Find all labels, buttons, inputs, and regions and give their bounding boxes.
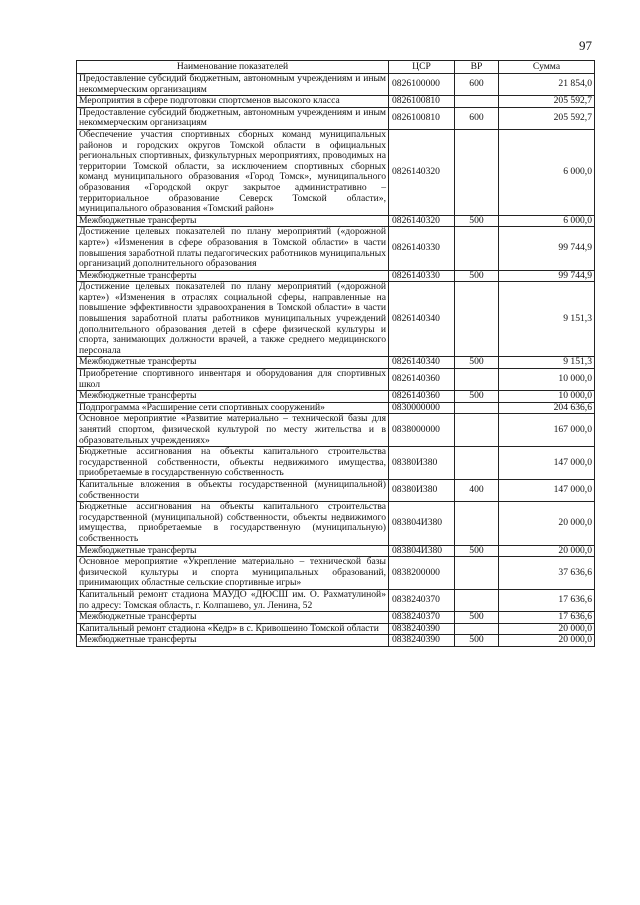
row-csr: 0838000000: [389, 414, 455, 447]
row-sum: 99 744,9: [499, 227, 595, 270]
row-vr: [455, 557, 499, 590]
row-sum: 6 000,0: [499, 215, 595, 227]
row-sum: 20 000,0: [499, 635, 595, 647]
table-row: [77, 391, 595, 403]
row-vr: [455, 623, 499, 635]
row-csr: 0838240370: [389, 612, 455, 624]
table-row: [77, 623, 595, 635]
row-csr: 0838240390: [389, 635, 455, 647]
table-row: [77, 414, 595, 447]
row-sum: 17 636,6: [499, 589, 595, 611]
table-row: [77, 282, 595, 357]
row-csr: 0826100810: [389, 107, 455, 129]
budget-table: [76, 60, 595, 647]
row-sum: 37 636,6: [499, 557, 595, 590]
row-csr: 083804И380: [389, 502, 455, 545]
row-sum: 99 744,9: [499, 270, 595, 282]
row-csr: 0826140320: [389, 215, 455, 227]
row-sum: 9 151,3: [499, 357, 595, 369]
row-vr: [455, 282, 499, 357]
column-header-sum: Сумма: [499, 61, 595, 74]
row-name: Достижение целевых показателей по плану мероприятий («дорожной карте») «Изменения в сфере образования в Томской области» в части повышения заработной платы педагогических работников муниципальных организаций дополнительного образования: [77, 227, 389, 270]
row-vr: 500: [455, 612, 499, 624]
row-name: Межбюджетные трансферты: [77, 270, 389, 282]
row-sum: 205 592,7: [499, 96, 595, 108]
row-csr: 083804И380: [389, 545, 455, 557]
row-name: Обеспечение участия спортивных сборных команд муниципальных районов и городских округов Томской области в официальных региональных спортивных, физкультурных мероприятиях, проводимых на территории Томской области, за исключением спортивных сборных команд муниципального образования «Город Томск», муниципального образования «Городской округ закрытое административно – территориальное образование Северск Томской области», муниципального образования «Томский район»: [77, 129, 389, 215]
table-row: [77, 215, 595, 227]
row-csr: 0826140330: [389, 270, 455, 282]
table-row: [77, 589, 595, 611]
row-sum: 204 636,6: [499, 402, 595, 414]
row-vr: [455, 129, 499, 215]
row-csr: 0826140340: [389, 357, 455, 369]
row-csr: 08380И380: [389, 479, 455, 501]
row-name: Предоставление субсидий бюджетным, автономным учреждениям и иным некоммерческим организациям: [77, 107, 389, 129]
row-vr: 600: [455, 74, 499, 96]
row-name: Межбюджетные трансферты: [77, 357, 389, 369]
table-row: [77, 479, 595, 501]
table-row: [77, 107, 595, 129]
row-sum: 147 000,0: [499, 479, 595, 501]
table-body: [77, 74, 595, 647]
row-csr: 0826100810: [389, 96, 455, 108]
row-sum: 10 000,0: [499, 391, 595, 403]
row-vr: [455, 96, 499, 108]
row-csr: 0826140320: [389, 129, 455, 215]
row-csr: 0838200000: [389, 557, 455, 590]
row-name: Межбюджетные трансферты: [77, 545, 389, 557]
row-sum: 17 636,6: [499, 612, 595, 624]
row-csr: 0826140330: [389, 227, 455, 270]
row-vr: [455, 402, 499, 414]
row-sum: 205 592,7: [499, 107, 595, 129]
row-name: Бюджетные ассигнования на объекты капитального строительства государственной (муниципальной) собственности, объекты недвижимого имущества, приобретаемые в государственную (муниципальную) собственность: [77, 502, 389, 545]
row-name: Подпрограмма «Расширение сети спортивных сооружений»: [77, 402, 389, 414]
row-name: Основное мероприятие «Развитие материально – технической базы для занятий спортом, физической культурой по месту жительства и в образовательных учреждениях»: [77, 414, 389, 447]
row-csr: 0826140360: [389, 391, 455, 403]
table-row: [77, 357, 595, 369]
table-header-row: [77, 61, 595, 74]
row-name: Предоставление субсидий бюджетным, автономным учреждениям и иным некоммерческим организациям: [77, 74, 389, 96]
row-name: Капитальный ремонт стадиона МАУДО «ДЮСШ им. О. Рахматулиной» по адресу: Томская область, г. Колпашево, ул. Ленина, 52: [77, 589, 389, 611]
row-sum: 10 000,0: [499, 369, 595, 391]
row-vr: [455, 447, 499, 480]
column-header-csr: ЦСР: [389, 61, 455, 74]
row-vr: 500: [455, 545, 499, 557]
row-sum: 9 151,3: [499, 282, 595, 357]
row-vr: [455, 227, 499, 270]
row-name: Приобретение спортивного инвентаря и оборудования для спортивных школ: [77, 369, 389, 391]
row-sum: 6 000,0: [499, 129, 595, 215]
table-row: [77, 227, 595, 270]
table-row: [77, 270, 595, 282]
row-sum: 147 000,0: [499, 447, 595, 480]
row-csr: 08380И380: [389, 447, 455, 480]
row-name: Капитальный ремонт стадиона «Кедр» в с. Кривошеино Томской области: [77, 623, 389, 635]
table-row: [77, 545, 595, 557]
row-csr: 0830000000: [389, 402, 455, 414]
row-name: Капитальные вложения в объекты государственной (муниципальной) собственности: [77, 479, 389, 501]
column-header-name: Наименование показателей: [77, 61, 389, 74]
row-csr: 0826100000: [389, 74, 455, 96]
row-vr: 500: [455, 270, 499, 282]
row-vr: [455, 414, 499, 447]
table-row: [77, 129, 595, 215]
row-vr: 500: [455, 391, 499, 403]
table-row: [77, 612, 595, 624]
column-header-vr: ВР: [455, 61, 499, 74]
page-number: 97: [579, 38, 592, 53]
row-sum: 20 000,0: [499, 545, 595, 557]
row-csr: 0826140340: [389, 282, 455, 357]
row-sum: 167 000,0: [499, 414, 595, 447]
row-vr: 400: [455, 479, 499, 501]
row-vr: 500: [455, 357, 499, 369]
row-name: Достижение целевых показателей по плану мероприятий («дорожной карте») «Изменения в отраслях социальной сферы, направленные на повышение эффективности здравоохранения в Томской области» в части повышения заработной платы работников муниципальных учреждений дополнительного образования детей в сфере физической культуры и спорта, занимающих должности врачей, а также среднего медицинского персонала: [77, 282, 389, 357]
row-csr: 0838240370: [389, 589, 455, 611]
table-row: [77, 369, 595, 391]
row-vr: [455, 502, 499, 545]
table-row: [77, 447, 595, 480]
table-row: [77, 74, 595, 96]
table-row: [77, 96, 595, 108]
row-name: Мероприятия в сфере подготовки спортсменов высокого класса: [77, 96, 389, 108]
row-vr: [455, 589, 499, 611]
row-csr: 0826140360: [389, 369, 455, 391]
row-sum: 21 854,0: [499, 74, 595, 96]
row-csr: 0838240390: [389, 623, 455, 635]
row-vr: [455, 369, 499, 391]
row-name: Межбюджетные трансферты: [77, 612, 389, 624]
row-vr: 600: [455, 107, 499, 129]
row-vr: 500: [455, 215, 499, 227]
row-sum: 20 000,0: [499, 623, 595, 635]
row-name: Основное мероприятие «Укрепление материально – технической базы физической культуры и спорта муниципальных образований, принимающих областные сельские спортивные игры»: [77, 557, 389, 590]
row-name: Межбюджетные трансферты: [77, 635, 389, 647]
table-row: [77, 557, 595, 590]
row-name: Межбюджетные трансферты: [77, 215, 389, 227]
table-row: [77, 402, 595, 414]
row-sum: 20 000,0: [499, 502, 595, 545]
table-row: [77, 635, 595, 647]
row-name: Межбюджетные трансферты: [77, 391, 389, 403]
row-vr: 500: [455, 635, 499, 647]
table-row: [77, 502, 595, 545]
row-name: Бюджетные ассигнования на объекты капитального строительства государственной собственности, объекты недвижимого имущества, приобретаемые в государственную собственность: [77, 447, 389, 480]
